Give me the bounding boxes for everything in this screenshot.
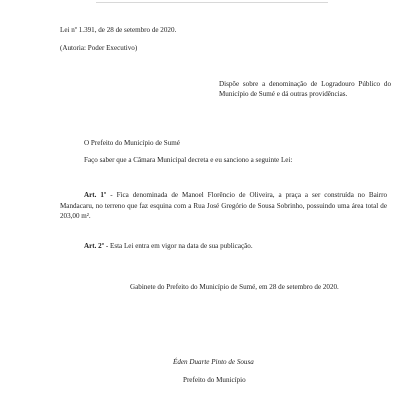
signer-name: Éden Duarte Pinto de Sousa xyxy=(173,358,254,366)
authorship-note: (Autoria: Poder Executivo) xyxy=(60,44,138,52)
top-divider xyxy=(96,2,328,3)
article-2-text: - Esta Lei entra em vigor na data de sua publicação. xyxy=(104,242,253,250)
article-1-label: Art. 1º xyxy=(84,191,107,199)
signer-title: Prefeito do Município xyxy=(183,376,246,384)
law-number: Lei nº 1.391, de 28 de setembro de 2020. xyxy=(60,26,177,34)
greeting: O Prefeito do Município de Sumé xyxy=(84,139,180,147)
decree-intro: Faço saber que a Câmara Municipal decreta e eu sanciono a seguinte Lei: xyxy=(84,156,293,164)
article-2-label: Art. 2º xyxy=(84,242,105,250)
article-1-text: - Fica denominada de Manoel Florêncio de Oliveira, a praça a ser construída no Bairro Mandacaru, no terreno que faz esquina com a Rua José Gregório de Sousa Sobrinho, possuindo uma área total de 203,00 m². xyxy=(60,191,387,221)
article-2 xyxy=(60,241,387,252)
ementa: Dispõe sobre a denominação de Logradouro Público do Município de Sumé e dá outras providências. xyxy=(219,80,391,98)
article-1 xyxy=(60,190,387,222)
closing-statement: Gabinete do Prefeito do Município de Sumé, em 28 de setembro de 2020. xyxy=(130,283,339,291)
